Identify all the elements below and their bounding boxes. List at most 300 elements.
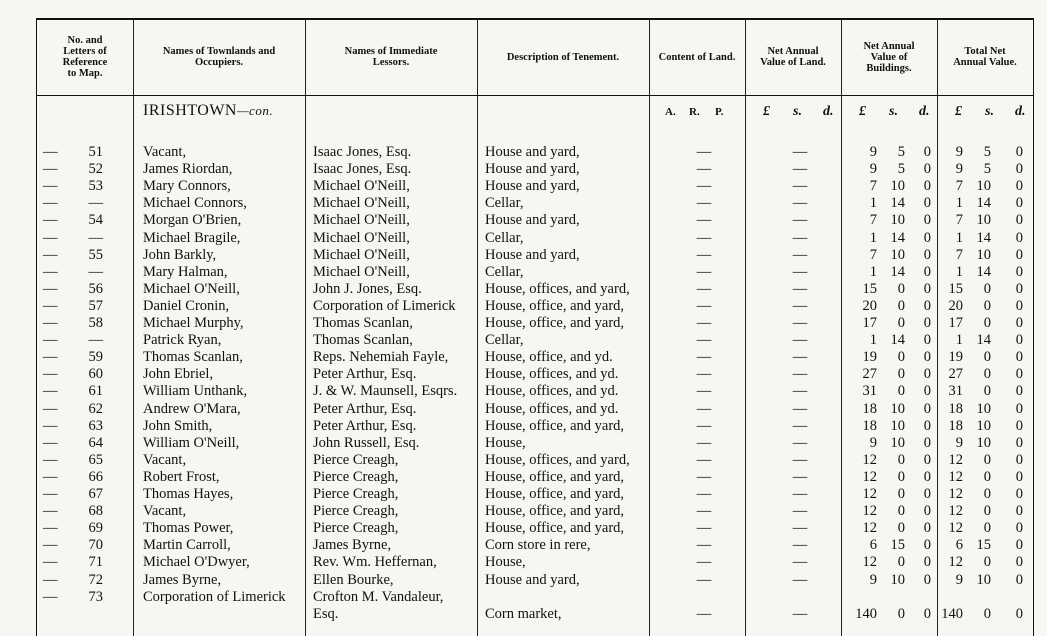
- net-value-land: —: [792, 229, 808, 246]
- unit-shillings-total: s.: [985, 104, 994, 119]
- occupier-name: Martin Carroll,: [143, 537, 231, 554]
- occupier-name: Vacant,: [143, 144, 187, 160]
- buildings-pounds: 12: [862, 554, 877, 571]
- buildings-pounds: 12: [862, 451, 877, 468]
- content-of-land: —: [696, 400, 712, 417]
- content-of-land: —: [696, 366, 712, 383]
- entry-number: 72: [88, 571, 103, 588]
- occupier-name: Michael Connors,: [143, 195, 247, 212]
- total-pounds: 18: [948, 400, 963, 417]
- total-pence: 0: [1015, 246, 1023, 263]
- lessor-name: Thomas Scanlan,: [313, 332, 413, 349]
- townland-name: IRISHTOWN: [143, 102, 237, 119]
- total-pounds: 9: [955, 161, 963, 178]
- entry-number: 57: [88, 297, 103, 314]
- buildings-pence: 0: [923, 161, 931, 178]
- lessor-name: Peter Arthur, Esq.: [313, 417, 417, 434]
- row-marker-dash: —: [43, 161, 58, 178]
- buildings-pounds: 9: [869, 144, 877, 160]
- buildings-pence: 0: [923, 178, 931, 195]
- unit-shillings-land: s.: [793, 104, 802, 119]
- table-row: [37, 281, 1033, 298]
- occupier-name: Vacant,: [143, 503, 187, 520]
- total-shillings: 14: [976, 195, 991, 212]
- buildings-shillings: 10: [890, 571, 905, 588]
- total-pence: 0: [1015, 417, 1023, 434]
- tenement-description: House and yard,: [485, 161, 580, 178]
- content-of-land: —: [696, 451, 712, 468]
- tenement-description: House, office, and yard,: [485, 486, 625, 502]
- tenement-description: House and yard,: [485, 178, 580, 195]
- entry-number: 69: [88, 520, 103, 537]
- row-marker-dash: —: [43, 468, 58, 485]
- occupier-name: Corporation of Limerick: [143, 588, 286, 605]
- occupier-name: Mary Connors,: [143, 178, 231, 195]
- total-pence: 0: [1015, 178, 1023, 195]
- buildings-pounds: 15: [862, 280, 877, 297]
- lessor-name: Michael O'Neill,: [313, 246, 410, 263]
- row-marker-dash: —: [43, 400, 58, 417]
- row-marker-dash: —: [43, 434, 58, 451]
- buildings-pence: 0: [923, 315, 931, 331]
- total-pounds: 12: [948, 486, 963, 502]
- entry-number: 67: [88, 486, 103, 502]
- lessor-name: Peter Arthur, Esq.: [313, 400, 417, 417]
- lessor-name: Crofton M. Vandaleur,: [313, 588, 444, 605]
- total-shillings: 0: [983, 366, 991, 383]
- buildings-pence: 0: [923, 297, 931, 314]
- lessor-name: Michael O'Neill,: [313, 263, 410, 280]
- total-pounds: 1: [955, 332, 963, 349]
- content-of-land: —: [696, 161, 712, 178]
- net-value-land: —: [792, 195, 808, 212]
- header-net-buildings: Net Annual Value of Buildings.: [863, 40, 915, 74]
- tenement-description: Corn store in rere,: [485, 537, 591, 554]
- content-of-land: —: [696, 605, 712, 622]
- total-pence: 0: [1015, 332, 1023, 349]
- total-pounds: 9: [955, 144, 963, 160]
- table-row: [37, 383, 1033, 400]
- content-of-land: —: [696, 178, 712, 195]
- table-row: [37, 554, 1033, 571]
- entry-number: 64: [88, 434, 103, 451]
- total-shillings: 10: [976, 246, 991, 263]
- content-of-land: —: [696, 349, 712, 366]
- tenement-description: House, office, and yard,: [485, 468, 625, 485]
- buildings-pence: 0: [923, 280, 931, 297]
- entry-number: 66: [88, 468, 103, 485]
- tenement-description: House, office, and yard,: [485, 315, 625, 331]
- total-shillings: 0: [983, 503, 991, 520]
- entry-number: 62: [88, 400, 103, 417]
- table-row: [37, 503, 1033, 520]
- total-pence: 0: [1015, 400, 1023, 417]
- total-pounds: 17: [948, 315, 963, 331]
- lessor-name: Pierce Creagh,: [313, 451, 399, 468]
- lessor-name: Thomas Scanlan,: [313, 315, 413, 331]
- buildings-pence: 0: [923, 144, 931, 160]
- content-of-land: —: [696, 520, 712, 537]
- total-pence: 0: [1015, 486, 1023, 502]
- buildings-pence: 0: [923, 212, 931, 229]
- total-shillings: 0: [983, 451, 991, 468]
- net-value-land: —: [792, 451, 808, 468]
- total-pence: 0: [1015, 383, 1023, 400]
- row-marker-dash: —: [43, 178, 58, 195]
- entry-number: 63: [88, 417, 103, 434]
- occupier-name: Thomas Hayes,: [143, 486, 234, 502]
- lessor-name: Michael O'Neill,: [313, 229, 410, 246]
- buildings-pounds: 7: [869, 246, 877, 263]
- buildings-pence: 0: [923, 366, 931, 383]
- tenement-description: House, offices, and yd.: [485, 400, 619, 417]
- total-pounds: 1: [955, 229, 963, 246]
- buildings-pounds: 7: [869, 212, 877, 229]
- lessor-name: Michael O'Neill,: [313, 195, 410, 212]
- buildings-pounds: 19: [862, 349, 877, 366]
- buildings-shillings: 14: [890, 263, 905, 280]
- table-row: [37, 572, 1033, 589]
- occupier-name: Vacant,: [143, 451, 187, 468]
- entry-number: 55: [88, 246, 103, 263]
- total-pence: 0: [1015, 315, 1023, 331]
- total-shillings: 0: [983, 554, 991, 571]
- row-marker-dash: —: [43, 520, 58, 537]
- unit-roods: R.: [689, 106, 700, 118]
- header-content: Content of Land.: [658, 51, 736, 63]
- entry-number: 56: [88, 280, 103, 297]
- total-pounds: 15: [948, 280, 963, 297]
- content-of-land: —: [696, 332, 712, 349]
- occupier-name: John Barkly,: [143, 246, 217, 263]
- table-row: [37, 589, 1033, 606]
- buildings-pounds: 12: [862, 486, 877, 502]
- lessor-name: John J. Jones, Esq.: [313, 280, 422, 297]
- total-shillings: 0: [983, 383, 991, 400]
- row-marker-dash: —: [43, 349, 58, 366]
- buildings-shillings: 10: [890, 417, 905, 434]
- content-of-land: —: [696, 537, 712, 554]
- content-of-land: —: [696, 503, 712, 520]
- net-value-land: —: [792, 400, 808, 417]
- total-shillings: 14: [976, 263, 991, 280]
- table-row: [37, 332, 1033, 349]
- row-marker-dash: —: [43, 280, 58, 297]
- table-row: [37, 315, 1033, 332]
- row-marker-dash: —: [43, 212, 58, 229]
- buildings-pence: 0: [923, 451, 931, 468]
- buildings-pounds: 18: [862, 400, 877, 417]
- table-row: [37, 418, 1033, 435]
- buildings-pence: 0: [923, 554, 931, 571]
- total-pounds: 12: [948, 554, 963, 571]
- net-value-land: —: [792, 263, 808, 280]
- total-shillings: 0: [983, 280, 991, 297]
- row-marker-dash: —: [43, 297, 58, 314]
- buildings-shillings: 10: [890, 178, 905, 195]
- total-shillings: 0: [983, 520, 991, 537]
- buildings-pounds: 9: [869, 571, 877, 588]
- table-row: [37, 435, 1033, 452]
- net-value-land: —: [792, 503, 808, 520]
- header-ref: No. and Letters of Reference to Map.: [62, 35, 108, 79]
- valuation-table: [36, 18, 1034, 636]
- unit-pence-land: d.: [823, 104, 834, 119]
- occupier-name: Robert Frost,: [143, 468, 220, 485]
- occupier-name: James Byrne,: [143, 571, 222, 588]
- table-row: [37, 401, 1033, 418]
- buildings-pounds: 12: [862, 468, 877, 485]
- townland-heading: [143, 102, 273, 120]
- total-shillings: 10: [976, 417, 991, 434]
- tenement-description: Cellar,: [485, 195, 524, 212]
- buildings-shillings: 0: [897, 451, 905, 468]
- table-row: [37, 606, 1033, 623]
- lessor-name: Michael O'Neill,: [313, 212, 410, 229]
- total-pence: 0: [1015, 297, 1023, 314]
- content-of-land: —: [696, 315, 712, 331]
- total-pounds: 12: [948, 451, 963, 468]
- total-pounds: 7: [955, 178, 963, 195]
- buildings-shillings: 14: [890, 332, 905, 349]
- entry-number: 68: [88, 503, 103, 520]
- content-of-land: —: [696, 571, 712, 588]
- net-value-land: —: [792, 605, 808, 622]
- buildings-pence: 0: [923, 605, 931, 622]
- entry-number: 71: [88, 554, 103, 571]
- table-row: [37, 469, 1033, 486]
- row-marker-dash: —: [43, 417, 58, 434]
- net-value-land: —: [792, 554, 808, 571]
- content-of-land: —: [696, 434, 712, 451]
- total-shillings: 0: [983, 605, 991, 622]
- net-value-land: —: [792, 486, 808, 502]
- table-row: [37, 230, 1033, 247]
- net-value-land: —: [792, 161, 808, 178]
- buildings-shillings: 0: [897, 554, 905, 571]
- tenement-description: House and yard,: [485, 144, 580, 160]
- total-pounds: 20: [948, 297, 963, 314]
- occupier-name: Thomas Power,: [143, 520, 234, 537]
- lessor-name: Michael O'Neill,: [313, 178, 410, 195]
- buildings-pounds: 20: [862, 297, 877, 314]
- content-of-land: —: [696, 554, 712, 571]
- table-row: [37, 178, 1033, 195]
- table-row: [37, 212, 1033, 229]
- total-pence: 0: [1015, 349, 1023, 366]
- header-description: Description of Tenement.: [506, 51, 620, 63]
- buildings-pence: 0: [923, 503, 931, 520]
- occupier-name: William O'Neill,: [143, 434, 240, 451]
- table-row: [37, 452, 1033, 469]
- buildings-pence: 0: [923, 195, 931, 212]
- net-value-land: —: [792, 417, 808, 434]
- row-marker-dash: —: [43, 554, 58, 571]
- lessor-name: Peter Arthur, Esq.: [313, 366, 417, 383]
- buildings-pounds: 140: [855, 605, 877, 622]
- lessor-name: Pierce Creagh,: [313, 503, 399, 520]
- buildings-pounds: 6: [869, 537, 877, 554]
- total-pounds: 12: [948, 468, 963, 485]
- row-marker-dash: —: [43, 486, 58, 502]
- content-of-land: —: [696, 486, 712, 502]
- entry-number: 54: [88, 212, 103, 229]
- row-marker-dash: —: [43, 229, 58, 246]
- total-pounds: 12: [948, 520, 963, 537]
- content-of-land: —: [696, 417, 712, 434]
- occupier-name: John Smith,: [143, 417, 213, 434]
- unit-pounds-total: £: [955, 104, 962, 119]
- table-row: [37, 298, 1033, 315]
- net-value-land: —: [792, 434, 808, 451]
- unit-pence-total: d.: [1015, 104, 1026, 119]
- content-of-land: —: [696, 212, 712, 229]
- occupier-name: Patrick Ryan,: [143, 332, 222, 349]
- net-value-land: —: [792, 366, 808, 383]
- total-pence: 0: [1015, 571, 1023, 588]
- header-net-land: Net Annual Value of Land.: [760, 46, 826, 68]
- tenement-description: House and yard,: [485, 246, 580, 263]
- occupier-name: Mary Halman,: [143, 263, 228, 280]
- row-marker-dash: —: [43, 315, 58, 331]
- buildings-shillings: 0: [897, 503, 905, 520]
- buildings-shillings: 14: [890, 195, 905, 212]
- table-row: [37, 486, 1033, 503]
- total-shillings: 5: [983, 144, 991, 160]
- buildings-pounds: 7: [869, 178, 877, 195]
- buildings-pounds: 12: [862, 503, 877, 520]
- net-value-land: —: [792, 383, 808, 400]
- total-pence: 0: [1015, 280, 1023, 297]
- total-pounds: 1: [955, 195, 963, 212]
- total-shillings: 10: [976, 212, 991, 229]
- entry-number: 52: [88, 161, 103, 178]
- unit-acres: A.: [665, 106, 676, 118]
- buildings-pence: 0: [923, 468, 931, 485]
- lessor-name: J. & W. Maunsell, Esqrs.: [313, 383, 458, 400]
- net-value-land: —: [792, 468, 808, 485]
- buildings-pounds: 1: [869, 332, 877, 349]
- buildings-shillings: 0: [897, 315, 905, 331]
- total-pounds: 31: [948, 383, 963, 400]
- lessor-name: James Byrne,: [313, 537, 392, 554]
- table-row: [37, 195, 1033, 212]
- buildings-shillings: 0: [897, 383, 905, 400]
- occupier-name: Michael O'Neill,: [143, 280, 240, 297]
- total-pounds: 19: [948, 349, 963, 366]
- total-pence: 0: [1015, 144, 1023, 160]
- total-pence: 0: [1015, 263, 1023, 280]
- row-marker-dash: —: [43, 246, 58, 263]
- row-marker-dash: —: [43, 451, 58, 468]
- buildings-pounds: 1: [869, 229, 877, 246]
- townland-suffix: —con.: [236, 103, 274, 118]
- total-pence: 0: [1015, 366, 1023, 383]
- total-pounds: 140: [941, 605, 963, 622]
- net-value-land: —: [792, 520, 808, 537]
- buildings-pounds: 12: [862, 520, 877, 537]
- buildings-pence: 0: [923, 417, 931, 434]
- net-value-land: —: [792, 297, 808, 314]
- buildings-shillings: 10: [890, 434, 905, 451]
- buildings-shillings: 0: [897, 486, 905, 502]
- tenement-description: House,: [485, 554, 526, 571]
- buildings-pence: 0: [923, 434, 931, 451]
- row-marker-dash: —: [43, 366, 58, 383]
- lessor-name: Pierce Creagh,: [313, 468, 399, 485]
- lessor-name: Isaac Jones, Esq.: [313, 161, 412, 178]
- entry-number: 65: [88, 451, 103, 468]
- total-shillings: 10: [976, 571, 991, 588]
- total-shillings: 0: [983, 315, 991, 331]
- lessor-name: Rev. Wm. Heffernan,: [313, 554, 437, 571]
- header-lessors: Names of Immediate Lessors.: [344, 46, 438, 68]
- tenement-description: House, office, and yard,: [485, 297, 625, 314]
- tenement-description: House,: [485, 434, 526, 451]
- content-of-land: —: [696, 297, 712, 314]
- lessor-name: Isaac Jones, Esq.: [313, 144, 412, 160]
- table-row: [37, 144, 1033, 161]
- buildings-pence: 0: [923, 229, 931, 246]
- total-pence: 0: [1015, 434, 1023, 451]
- total-pounds: 7: [955, 212, 963, 229]
- total-pounds: 12: [948, 503, 963, 520]
- buildings-pence: 0: [923, 537, 931, 554]
- entry-number: —: [88, 195, 103, 212]
- buildings-shillings: 10: [890, 400, 905, 417]
- entry-number: 53: [88, 178, 103, 195]
- entry-number: 70: [88, 537, 103, 554]
- unit-pence-buildings: d.: [919, 104, 930, 119]
- content-of-land: —: [696, 280, 712, 297]
- buildings-pence: 0: [923, 383, 931, 400]
- total-pence: 0: [1015, 451, 1023, 468]
- total-shillings: 0: [983, 297, 991, 314]
- lessor-name: Reps. Nehemiah Fayle,: [313, 349, 449, 366]
- total-pence: 0: [1015, 161, 1023, 178]
- entry-number: 61: [88, 383, 103, 400]
- net-value-land: —: [792, 144, 808, 160]
- total-pounds: 7: [955, 246, 963, 263]
- buildings-pounds: 1: [869, 263, 877, 280]
- total-shillings: 14: [976, 229, 991, 246]
- row-marker-dash: —: [43, 537, 58, 554]
- row-marker-dash: —: [43, 144, 58, 160]
- row-marker-dash: —: [43, 571, 58, 588]
- buildings-shillings: 10: [890, 246, 905, 263]
- occupier-name: Thomas Scanlan,: [143, 349, 243, 366]
- tenement-description: House, office, and yd.: [485, 349, 613, 366]
- total-shillings: 10: [976, 178, 991, 195]
- content-of-land: —: [696, 246, 712, 263]
- buildings-shillings: 14: [890, 229, 905, 246]
- total-shillings: 14: [976, 332, 991, 349]
- net-value-land: —: [792, 246, 808, 263]
- tenement-description: House, offices, and yd.: [485, 383, 619, 400]
- entry-number: 59: [88, 349, 103, 366]
- row-marker-dash: —: [43, 588, 58, 605]
- table-row: [37, 247, 1033, 264]
- tenement-description: House, offices, and yd.: [485, 366, 619, 383]
- total-shillings: 10: [976, 434, 991, 451]
- tenement-description: Cellar,: [485, 263, 524, 280]
- occupier-name: Michael O'Dwyer,: [143, 554, 250, 571]
- buildings-pounds: 17: [862, 315, 877, 331]
- buildings-shillings: 0: [897, 520, 905, 537]
- net-value-land: —: [792, 537, 808, 554]
- occupier-name: Michael Bragile,: [143, 229, 241, 246]
- buildings-shillings: 15: [890, 537, 905, 554]
